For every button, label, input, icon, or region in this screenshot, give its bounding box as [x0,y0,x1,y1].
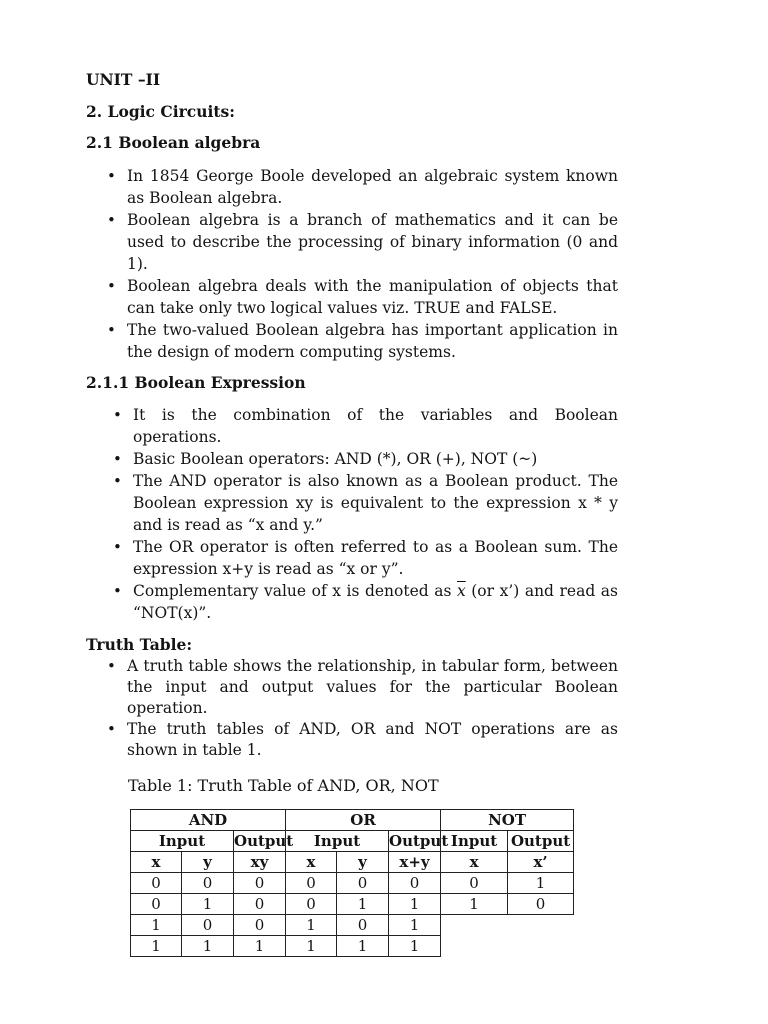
table-row [131,915,574,936]
complement-rest: (or x’) and read as “NOT(x)”. [133,582,618,622]
table-cell: 0 [337,873,389,894]
truth-table [130,809,574,957]
table-cell: 0 [182,915,234,936]
table-cell: 1 [131,936,182,957]
table-cell: 0 [234,915,286,936]
unit-heading: UNIT –II [86,70,161,89]
not-input-header: Input [441,831,508,852]
table-cell: 1 [286,915,337,936]
table-cell: 1 [389,936,441,957]
group-header-row [131,810,574,831]
blank-cell [441,915,574,957]
group-and: AND [131,810,286,831]
group-or: OR [286,810,441,831]
table-cell: 1 [508,873,574,894]
column-header: x+y [389,852,441,873]
table-cell: 0 [508,894,574,915]
list-item: • A truth table shows the relationship, in tabular form, between the input and output values for the particular Boolean operation. [127,656,618,719]
table-cell: 1 [286,936,337,957]
section-heading: 2.1 Boolean algebra [86,133,261,152]
and-input-header: Input [131,831,234,852]
x-bar-symbol: $\overline{x}$ [456,582,466,600]
or-output-header: Output [389,832,449,850]
table-cell: 1 [441,894,508,915]
table-cell: 1 [131,915,182,936]
column-header: y [182,852,234,873]
column-header: x’ [508,852,574,873]
column-header-row [131,852,574,873]
table-cell: 1 [182,894,234,915]
table-cell: 0 [131,873,182,894]
chapter-heading: 2. Logic Circuits: [86,102,235,121]
list-item: • In 1854 George Boole developed an algebraic system known as Boolean algebra. [127,165,618,209]
list-item: • It is the combination of the variables and Boolean operations. [133,404,618,448]
table-caption: Table 1: Truth Table of AND, OR, NOT [128,776,439,795]
column-header: x [286,852,337,873]
table-row [131,873,574,894]
expression-list [133,404,618,624]
or-input-header: Input [286,831,389,852]
subsection-heading: 2.1.1 Boolean Expression [86,373,306,392]
list-item: • The truth tables of AND, OR and NOT operations are as shown in table 1. [127,719,618,761]
table-cell: 0 [182,873,234,894]
list-item-complement [133,580,618,624]
list-item: • The OR operator is often referred to as a Boolean sum. The expression x+y is read as “x or y”. [133,536,618,580]
table-cell: 0 [441,873,508,894]
and-output-header: Output [234,832,294,850]
column-header: y [337,852,389,873]
group-not: NOT [441,810,574,831]
list-item: • Boolean algebra deals with the manipulation of objects that can take only two logical values viz. TRUE and FALSE. [127,275,618,319]
table-cell: 1 [182,936,234,957]
column-header: x [131,852,182,873]
table-cell: 1 [389,894,441,915]
list-item: • Basic Boolean operators: AND (*), OR (+), NOT (~) [133,448,618,470]
table-cell: 0 [389,873,441,894]
table-cell: 1 [337,894,389,915]
column-header: x [441,852,508,873]
subheader-row [131,831,574,852]
list-item: • The two-valued Boolean algebra has important application in the design of modern computing systems. [127,319,618,363]
table-cell: 1 [234,936,286,957]
complement-lead: Complementary value of x is denoted as [133,582,452,600]
table-cell: 0 [337,915,389,936]
truth-table-list [127,656,618,761]
list-item: • The AND operator is also known as a Boolean product. The Boolean expression xy is equivalent to the expression x * y and is read as “x and y.” [133,470,618,536]
column-header: xy [234,852,286,873]
boolean-algebra-list [127,165,618,363]
not-output-header: Output [508,831,574,852]
list-item: • Boolean algebra is a branch of mathematics and it can be used to describe the processing of binary information (0 and 1). [127,209,618,275]
table-cell: 0 [234,873,286,894]
truth-table-heading: Truth Table: [86,635,193,654]
table-row [131,894,574,915]
table-cell: 0 [286,894,337,915]
table-cell: 0 [131,894,182,915]
table-cell: 0 [286,873,337,894]
table-cell: 1 [337,936,389,957]
table-cell: 0 [234,894,286,915]
table-cell: 1 [389,915,441,936]
